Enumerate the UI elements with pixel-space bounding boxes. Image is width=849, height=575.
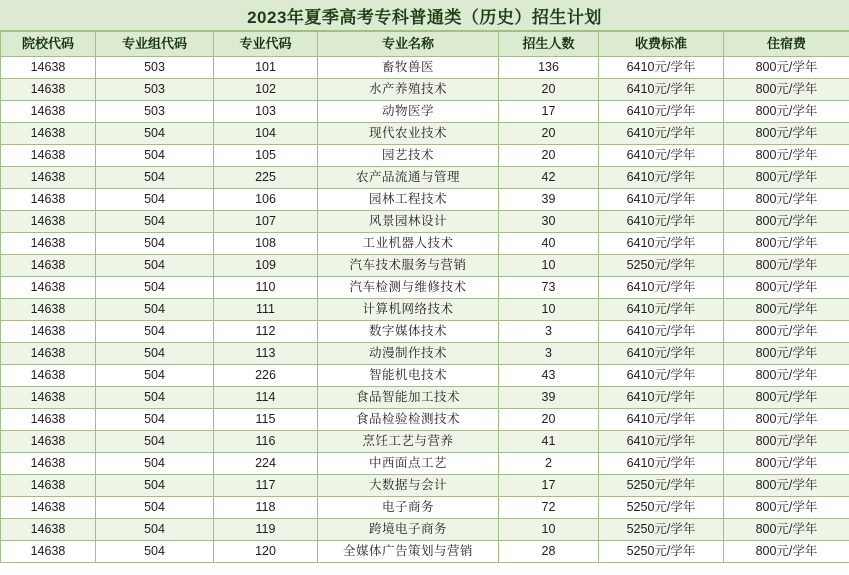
cell-enrollment: 43 (499, 365, 599, 387)
table-row (1, 541, 849, 563)
page-title: 2023年夏季高考专科普通类（历史）招生计划 (247, 7, 602, 27)
cell-dorm-fee: 800元/学年 (724, 299, 849, 321)
cell-group-code: 504 (96, 475, 214, 497)
table-row (1, 387, 849, 409)
table-row (1, 475, 849, 497)
cell-school-code: 14638 (1, 321, 96, 343)
cell-school-code: 14638 (1, 387, 96, 409)
cell-group-code: 504 (96, 277, 214, 299)
cell-enrollment: 20 (499, 123, 599, 145)
cell-major-name: 水产养殖技术 (318, 79, 499, 101)
cell-enrollment: 73 (499, 277, 599, 299)
cell-major-code: 116 (214, 431, 318, 453)
cell-tuition: 6410元/学年 (599, 431, 724, 453)
cell-major-name: 汽车检测与维修技术 (318, 277, 499, 299)
cell-major-code: 119 (214, 519, 318, 541)
cell-enrollment: 10 (499, 299, 599, 321)
cell-tuition: 5250元/学年 (599, 475, 724, 497)
cell-major-name: 跨境电子商务 (318, 519, 499, 541)
table-row (1, 57, 849, 79)
cell-tuition: 6410元/学年 (599, 211, 724, 233)
cell-school-code: 14638 (1, 211, 96, 233)
cell-group-code: 504 (96, 255, 214, 277)
cell-dorm-fee: 800元/学年 (724, 519, 849, 541)
cell-group-code: 504 (96, 431, 214, 453)
cell-enrollment: 20 (499, 409, 599, 431)
cell-tuition: 5250元/学年 (599, 497, 724, 519)
cell-school-code: 14638 (1, 79, 96, 101)
cell-major-code: 117 (214, 475, 318, 497)
cell-major-code: 103 (214, 101, 318, 123)
cell-dorm-fee: 800元/学年 (724, 387, 849, 409)
cell-tuition: 6410元/学年 (599, 453, 724, 475)
cell-tuition: 6410元/学年 (599, 387, 724, 409)
cell-group-code: 504 (96, 387, 214, 409)
cell-major-name: 现代农业技术 (318, 123, 499, 145)
cell-tuition: 6410元/学年 (599, 145, 724, 167)
cell-major-name: 园林工程技术 (318, 189, 499, 211)
cell-major-code: 114 (214, 387, 318, 409)
cell-tuition: 6410元/学年 (599, 123, 724, 145)
column-header-major-code: 专业代码 (214, 32, 318, 57)
cell-major-code: 105 (214, 145, 318, 167)
column-header-major-name: 专业名称 (318, 32, 499, 57)
cell-enrollment: 2 (499, 453, 599, 475)
table-row (1, 409, 849, 431)
cell-school-code: 14638 (1, 277, 96, 299)
cell-group-code: 504 (96, 123, 214, 145)
cell-enrollment: 20 (499, 145, 599, 167)
cell-group-code: 504 (96, 211, 214, 233)
cell-major-code: 106 (214, 189, 318, 211)
cell-group-code: 504 (96, 365, 214, 387)
table-row (1, 123, 849, 145)
cell-school-code: 14638 (1, 233, 96, 255)
cell-group-code: 504 (96, 519, 214, 541)
cell-dorm-fee: 800元/学年 (724, 167, 849, 189)
cell-major-name: 风景园林设计 (318, 211, 499, 233)
cell-group-code: 504 (96, 497, 214, 519)
cell-group-code: 504 (96, 343, 214, 365)
table-row (1, 453, 849, 475)
cell-school-code: 14638 (1, 453, 96, 475)
cell-dorm-fee: 800元/学年 (724, 145, 849, 167)
cell-major-code: 107 (214, 211, 318, 233)
cell-school-code: 14638 (1, 167, 96, 189)
cell-tuition: 5250元/学年 (599, 541, 724, 563)
cell-school-code: 14638 (1, 541, 96, 563)
table-row (1, 145, 849, 167)
table-row (1, 299, 849, 321)
cell-school-code: 14638 (1, 497, 96, 519)
cell-dorm-fee: 800元/学年 (724, 255, 849, 277)
cell-enrollment: 41 (499, 431, 599, 453)
table-header-row (1, 32, 849, 57)
cell-dorm-fee: 800元/学年 (724, 79, 849, 101)
cell-group-code: 503 (96, 79, 214, 101)
cell-dorm-fee: 800元/学年 (724, 431, 849, 453)
cell-major-name: 食品智能加工技术 (318, 387, 499, 409)
cell-dorm-fee: 800元/学年 (724, 541, 849, 563)
cell-tuition: 6410元/学年 (599, 321, 724, 343)
column-header-group-code: 专业组代码 (96, 32, 214, 57)
cell-school-code: 14638 (1, 365, 96, 387)
cell-group-code: 504 (96, 409, 214, 431)
table-row (1, 343, 849, 365)
cell-dorm-fee: 800元/学年 (724, 343, 849, 365)
cell-major-code: 110 (214, 277, 318, 299)
cell-enrollment: 30 (499, 211, 599, 233)
cell-tuition: 5250元/学年 (599, 255, 724, 277)
cell-tuition: 6410元/学年 (599, 299, 724, 321)
cell-major-name: 汽车技术服务与营销 (318, 255, 499, 277)
cell-dorm-fee: 800元/学年 (724, 233, 849, 255)
cell-tuition: 6410元/学年 (599, 409, 724, 431)
table-row (1, 431, 849, 453)
cell-major-code: 102 (214, 79, 318, 101)
cell-tuition: 6410元/学年 (599, 167, 724, 189)
cell-major-name: 食品检验检测技术 (318, 409, 499, 431)
table-row (1, 277, 849, 299)
cell-tuition: 6410元/学年 (599, 189, 724, 211)
cell-tuition: 6410元/学年 (599, 57, 724, 79)
cell-school-code: 14638 (1, 101, 96, 123)
cell-major-name: 动物医学 (318, 101, 499, 123)
cell-major-name: 农产品流通与管理 (318, 167, 499, 189)
cell-major-code: 109 (214, 255, 318, 277)
cell-group-code: 504 (96, 541, 214, 563)
cell-major-code: 118 (214, 497, 318, 519)
table-row (1, 211, 849, 233)
cell-major-name: 动漫制作技术 (318, 343, 499, 365)
cell-major-code: 225 (214, 167, 318, 189)
cell-major-name: 工业机器人技术 (318, 233, 499, 255)
cell-group-code: 504 (96, 321, 214, 343)
cell-enrollment: 39 (499, 387, 599, 409)
table-row (1, 519, 849, 541)
cell-major-code: 112 (214, 321, 318, 343)
table-row (1, 189, 849, 211)
cell-major-name: 计算机网络技术 (318, 299, 499, 321)
cell-dorm-fee: 800元/学年 (724, 57, 849, 79)
admission-plan-table (0, 31, 849, 563)
table-row (1, 101, 849, 123)
cell-tuition: 6410元/学年 (599, 233, 724, 255)
cell-dorm-fee: 800元/学年 (724, 321, 849, 343)
cell-major-name: 电子商务 (318, 497, 499, 519)
cell-major-name: 全媒体广告策划与营销 (318, 541, 499, 563)
cell-school-code: 14638 (1, 343, 96, 365)
cell-major-code: 115 (214, 409, 318, 431)
cell-group-code: 503 (96, 101, 214, 123)
cell-dorm-fee: 800元/学年 (724, 189, 849, 211)
cell-major-code: 120 (214, 541, 318, 563)
cell-school-code: 14638 (1, 57, 96, 79)
cell-tuition: 6410元/学年 (599, 365, 724, 387)
cell-tuition: 6410元/学年 (599, 277, 724, 299)
cell-enrollment: 17 (499, 101, 599, 123)
cell-major-code: 224 (214, 453, 318, 475)
cell-dorm-fee: 800元/学年 (724, 475, 849, 497)
document-title-bar (0, 0, 849, 31)
cell-school-code: 14638 (1, 519, 96, 541)
cell-tuition: 6410元/学年 (599, 101, 724, 123)
cell-group-code: 504 (96, 233, 214, 255)
cell-dorm-fee: 800元/学年 (724, 101, 849, 123)
table-row (1, 167, 849, 189)
cell-major-name: 畜牧兽医 (318, 57, 499, 79)
cell-dorm-fee: 800元/学年 (724, 453, 849, 475)
cell-enrollment: 42 (499, 167, 599, 189)
cell-enrollment: 136 (499, 57, 599, 79)
cell-school-code: 14638 (1, 431, 96, 453)
cell-enrollment: 3 (499, 343, 599, 365)
cell-dorm-fee: 800元/学年 (724, 123, 849, 145)
cell-major-name: 智能机电技术 (318, 365, 499, 387)
cell-major-name: 中西面点工艺 (318, 453, 499, 475)
cell-enrollment: 3 (499, 321, 599, 343)
table-row (1, 321, 849, 343)
cell-school-code: 14638 (1, 255, 96, 277)
cell-group-code: 504 (96, 167, 214, 189)
cell-major-code: 226 (214, 365, 318, 387)
cell-major-code: 111 (214, 299, 318, 321)
cell-enrollment: 20 (499, 79, 599, 101)
cell-group-code: 503 (96, 57, 214, 79)
cell-group-code: 504 (96, 299, 214, 321)
cell-enrollment: 10 (499, 255, 599, 277)
cell-enrollment: 39 (499, 189, 599, 211)
cell-tuition: 6410元/学年 (599, 79, 724, 101)
table-header (1, 32, 849, 57)
cell-enrollment: 72 (499, 497, 599, 519)
cell-group-code: 504 (96, 453, 214, 475)
cell-enrollment: 17 (499, 475, 599, 497)
cell-school-code: 14638 (1, 145, 96, 167)
column-header-school-code: 院校代码 (1, 32, 96, 57)
table-body (1, 57, 849, 563)
cell-enrollment: 10 (499, 519, 599, 541)
cell-group-code: 504 (96, 189, 214, 211)
table-row (1, 233, 849, 255)
cell-major-code: 101 (214, 57, 318, 79)
cell-dorm-fee: 800元/学年 (724, 365, 849, 387)
cell-school-code: 14638 (1, 299, 96, 321)
cell-major-code: 108 (214, 233, 318, 255)
cell-school-code: 14638 (1, 409, 96, 431)
column-header-tuition: 收费标准 (599, 32, 724, 57)
cell-dorm-fee: 800元/学年 (724, 211, 849, 233)
cell-dorm-fee: 800元/学年 (724, 277, 849, 299)
cell-group-code: 504 (96, 145, 214, 167)
cell-major-code: 104 (214, 123, 318, 145)
table-row (1, 497, 849, 519)
cell-dorm-fee: 800元/学年 (724, 409, 849, 431)
cell-enrollment: 40 (499, 233, 599, 255)
cell-major-name: 大数据与会计 (318, 475, 499, 497)
cell-tuition: 5250元/学年 (599, 519, 724, 541)
table-row (1, 79, 849, 101)
cell-enrollment: 28 (499, 541, 599, 563)
cell-major-code: 113 (214, 343, 318, 365)
table-row (1, 365, 849, 387)
column-header-dorm-fee: 住宿费 (724, 32, 849, 57)
cell-dorm-fee: 800元/学年 (724, 497, 849, 519)
cell-tuition: 6410元/学年 (599, 343, 724, 365)
table-row (1, 255, 849, 277)
column-header-enrollment: 招生人数 (499, 32, 599, 57)
cell-school-code: 14638 (1, 189, 96, 211)
cell-major-name: 烹饪工艺与营养 (318, 431, 499, 453)
cell-major-name: 园艺技术 (318, 145, 499, 167)
cell-school-code: 14638 (1, 123, 96, 145)
cell-school-code: 14638 (1, 475, 96, 497)
cell-major-name: 数字媒体技术 (318, 321, 499, 343)
